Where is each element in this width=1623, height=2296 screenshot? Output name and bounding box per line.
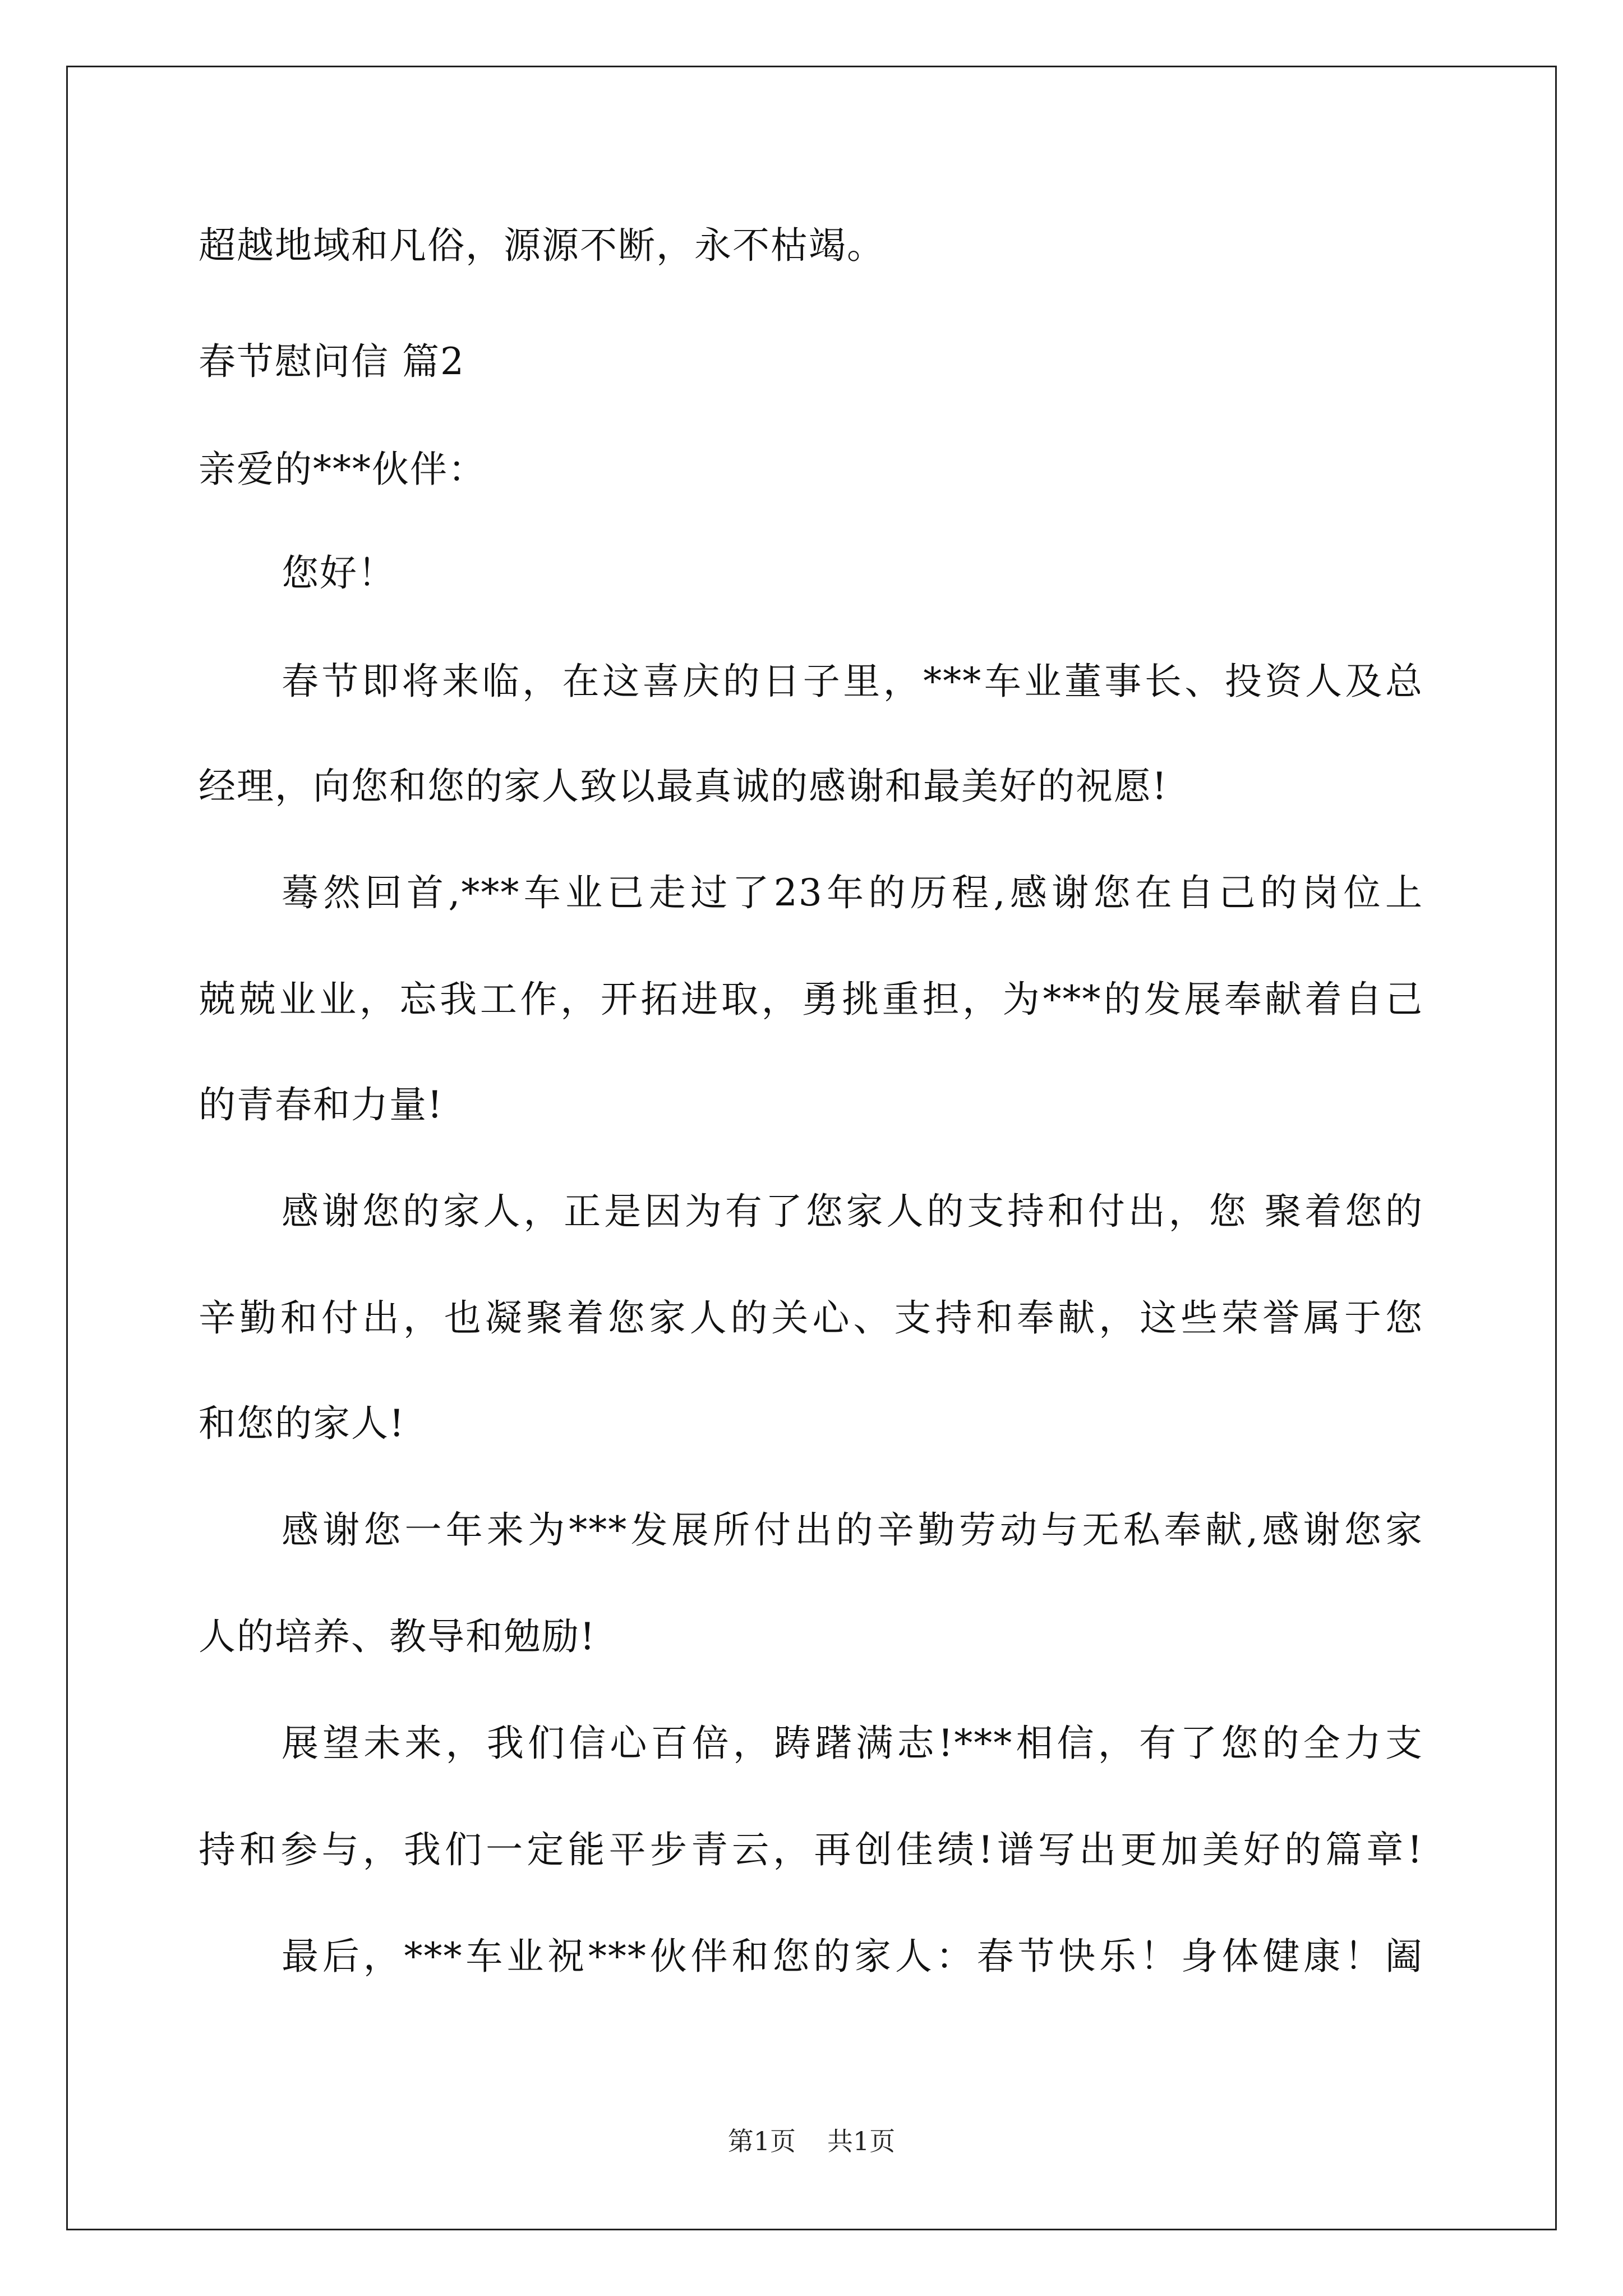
paragraph-line: 辛勤和付出，也凝聚着您家人的关心、支持和奉献，这些荣誉属于您 — [199, 1296, 1423, 1340]
paragraph-line: 人的培养、教导和勉励! — [199, 1615, 596, 1658]
section-heading: 春节慰问信 篇2 — [199, 340, 465, 383]
paragraph-line: 兢兢业业，忘我工作，开拓进取，勇挑重担，为***的发展奉献着自己 — [199, 978, 1423, 1021]
greeting: 您好！ — [282, 551, 396, 595]
paragraph-line: 经理，向您和您的家人致以最真诚的感谢和最美好的祝愿! — [199, 765, 1168, 808]
paragraph-line: 感谢您的家人，正是因为有了您家人的支持和付出，您 聚着您的 — [282, 1190, 1423, 1233]
paragraph-line: 持和参与，我们一定能平步青云，再创佳绩!谱写出更加美好的篇章! — [199, 1828, 1423, 1871]
paragraph-line: 的青春和力量! — [199, 1083, 444, 1126]
paragraph-line: 超越地域和凡俗，源源不断，永不枯竭。 — [199, 224, 885, 267]
page-number: 第1页 — [727, 2126, 796, 2156]
paragraph-line: 展望未来，我们信心百倍，踌躇满志!***相信，有了您的全力支 — [282, 1722, 1423, 1765]
paragraph-line: 和您的家人! — [199, 1402, 405, 1445]
salutation: 亲爱的***伙伴： — [199, 448, 486, 491]
page-footer — [0, 2122, 1623, 2161]
page-total: 共1页 — [827, 2126, 896, 2156]
paragraph-line: 春节即将来临，在这喜庆的日子里，***车业董事长、投资人及总 — [282, 660, 1423, 703]
paragraph-line: 蓦然回首,***车业已走过了23年的历程,感谢您在自己的岗位上 — [282, 871, 1423, 914]
paragraph-line: 感谢您一年来为***发展所付出的辛勤劳动与无私奉献,感谢您家 — [282, 1508, 1423, 1552]
paragraph-line: 最后，***车业祝***伙伴和您的家人：春节快乐！身体健康！阖 — [282, 1935, 1423, 1978]
